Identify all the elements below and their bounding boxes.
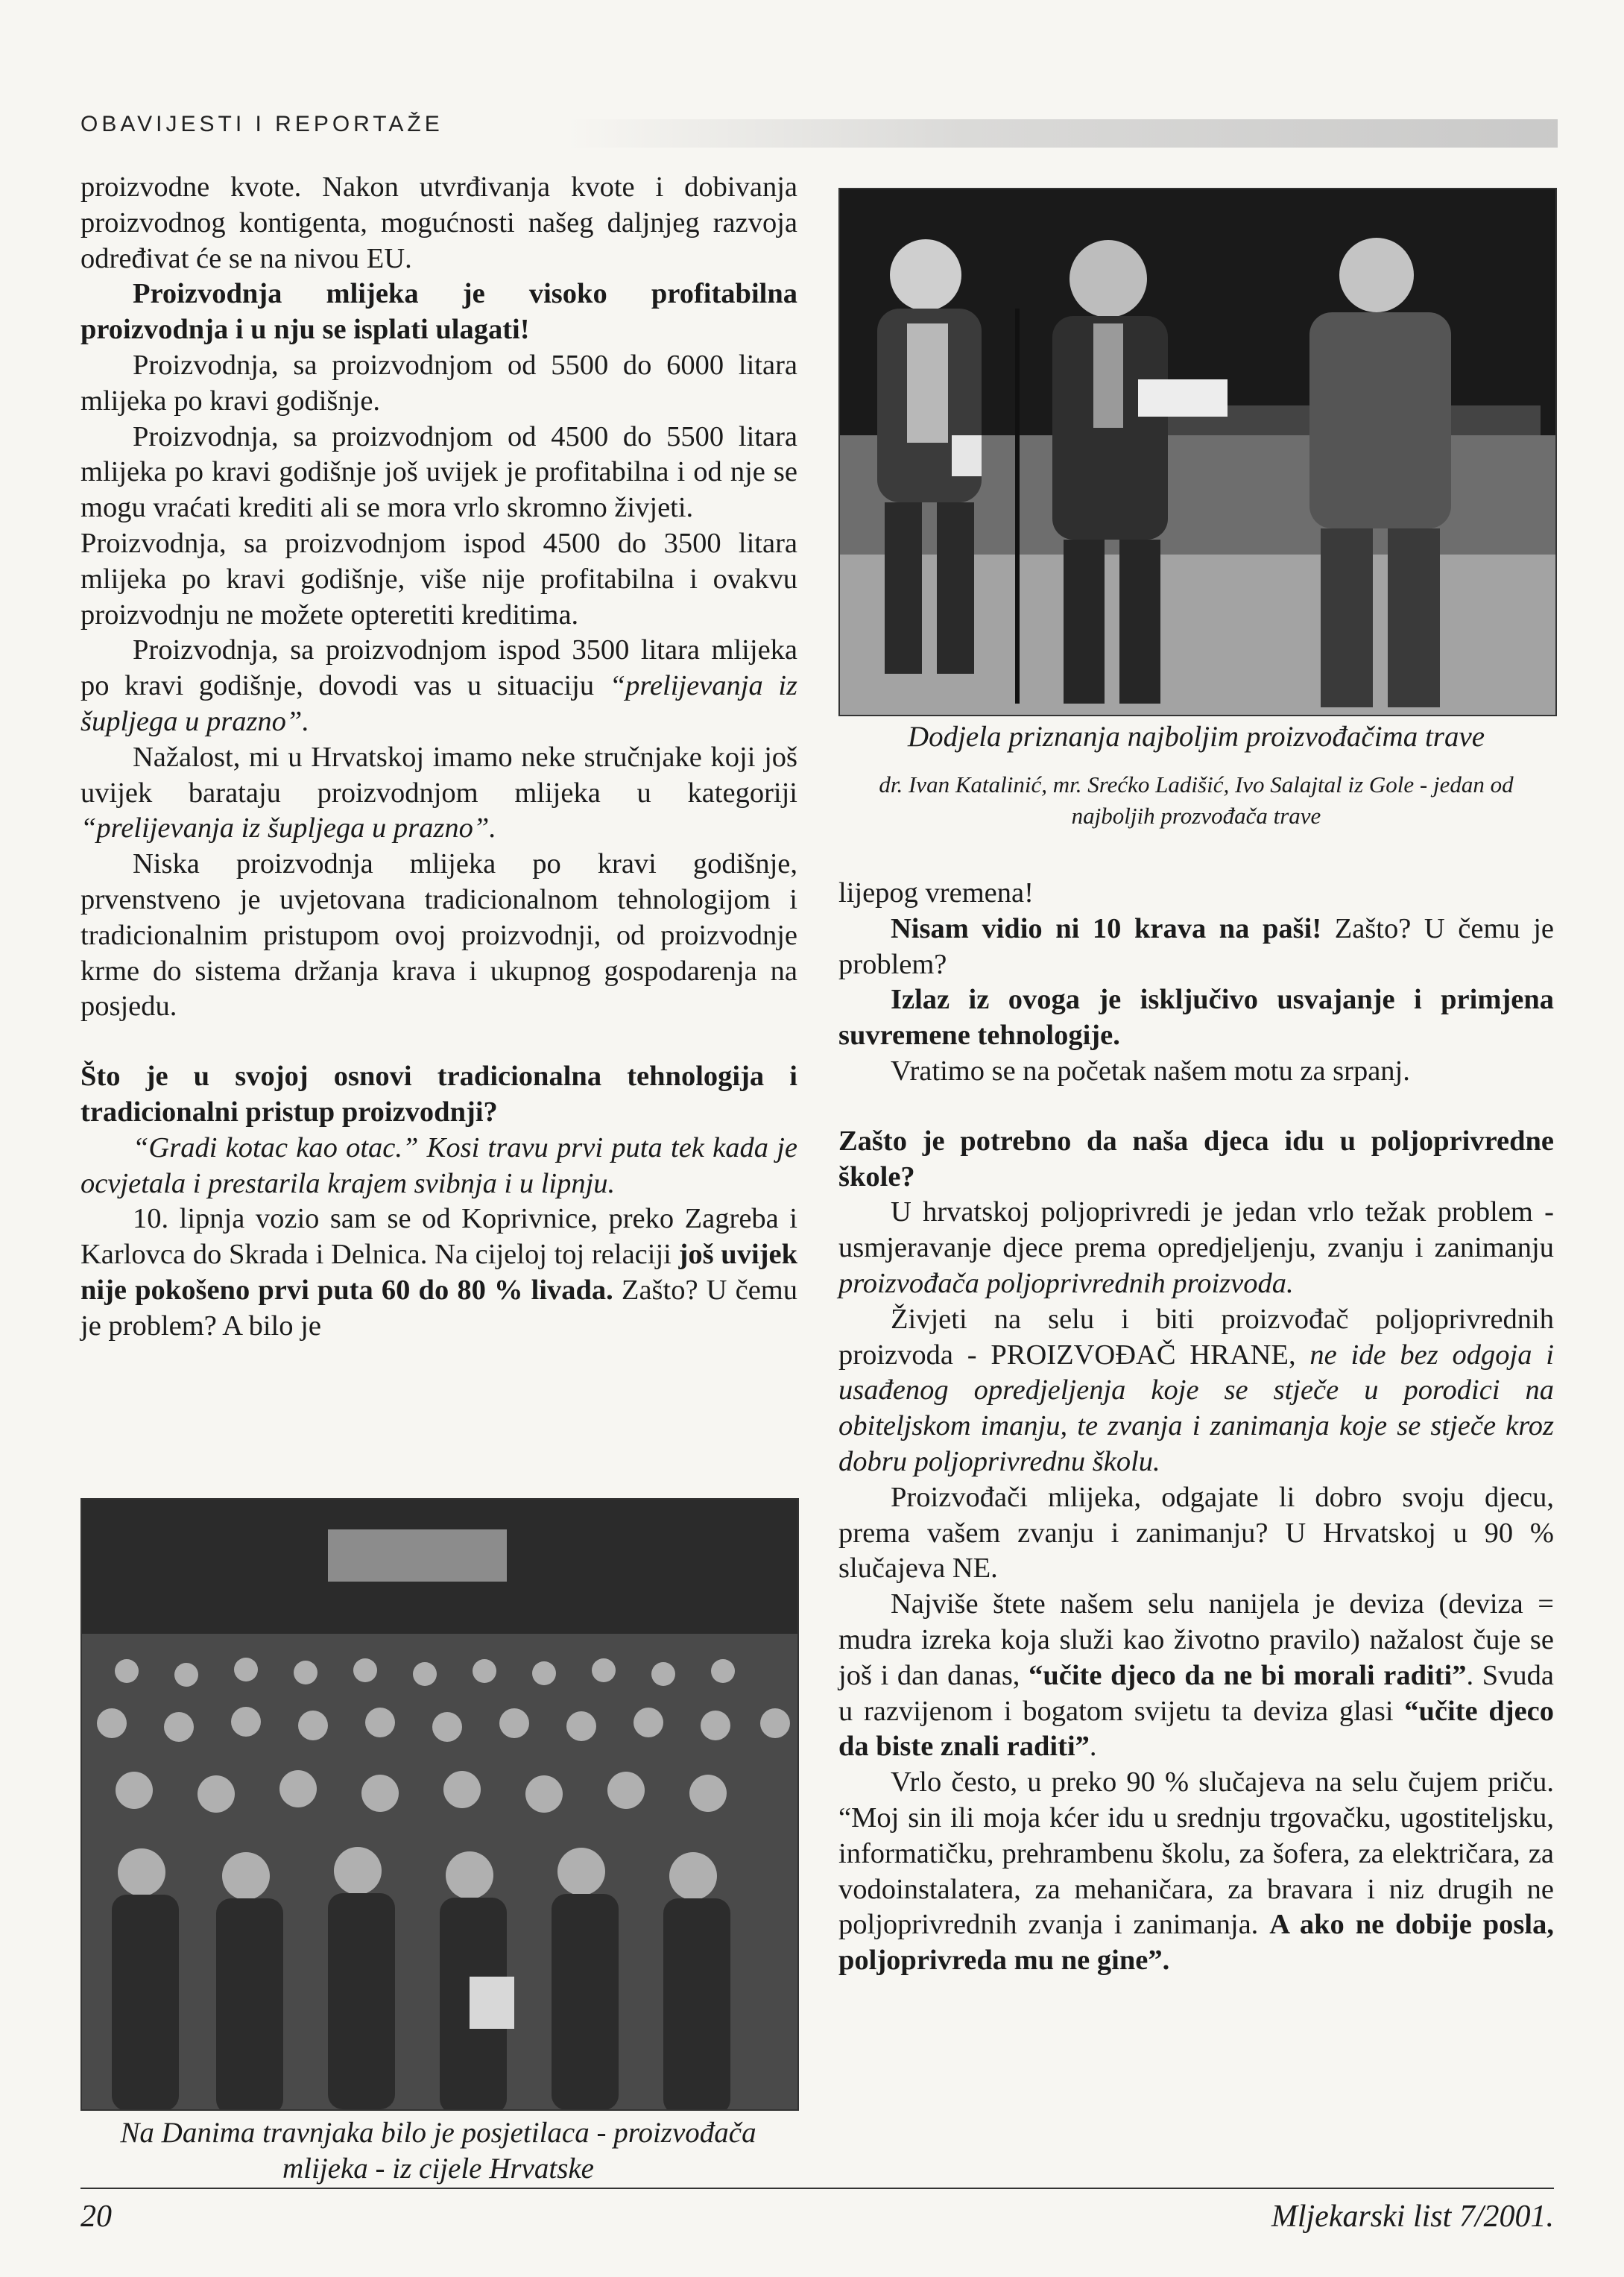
text: Proizvodnja, sa proizvodnjom ispod 3500 litara mlijeka po kravi godišnje, dovodi vas u situaciju bbox=[80, 634, 797, 702]
paragraph bbox=[80, 1201, 797, 1344]
bold-text: Što je u svojoj osnovi tradicionalna tehnologija i tradicionalni pristup proizvodnji? bbox=[80, 1061, 797, 1128]
paragraph: proizvodne kvote. Nakon utvrđivanja kvote i dobivanja proizvodnog kontigenta, mogućnosti našeg daljnjeg razvoja određivat će se na nivou EU. bbox=[80, 171, 797, 274]
text: Najviše štete našem selu nanijela je deviza (deviza = mudra izreka koja služi kao životno pravilo) nažalost čuje se još i dan danas, bbox=[838, 1588, 1554, 1691]
paragraph: Niska proizvodnja mlijeka po kravi godišnje, prvenstveno je uvjetovana tradicionalnom tehnologijom i tradicionalnim pristupom ovoj proizvodnji, od proizvodnje krme do sistema držanja krava i ukupnog gospodarenja na posjedu. bbox=[80, 848, 797, 1023]
text: Nažalost, mi u Hrvatskoj imamo neke stručnjake koji još uvijek barataju proizvodnjom mlijeka u kategoriji bbox=[80, 741, 797, 809]
paragraph bbox=[838, 1195, 1554, 1301]
paragraph: Proizvodnja, sa proizvodnjom od 5500 do 6000 litara mlijeka po kravi godišnje. bbox=[80, 349, 797, 417]
journal-name: Mljekarski list 7/2001. bbox=[1271, 2199, 1554, 2234]
award-ceremony-photo bbox=[838, 188, 1557, 716]
bold-text: Zašto je potrebno da naša djeca idu u poljoprivredne škole? bbox=[838, 1125, 1554, 1193]
text: Zašto? U čemu je problem? A bilo je bbox=[80, 1274, 797, 1342]
italic-text: “Gradi kotac kao otac.” Kosi travu prvi puta tek kada je ocvjetala i prestarila krajem svibnja i u lipnju. bbox=[80, 1131, 797, 1199]
paragraph: Proizvodnja, sa proizvodnjom ispod 4500 do 3500 litara mlijeka po kravi godišnje, više nije profitabilna i ovakvu proizvodnju ne možete opteretiti kreditima. bbox=[80, 527, 797, 631]
paragraph bbox=[838, 1765, 1554, 1979]
paragraph: Vratimo se na početak našem motu za srpanj. bbox=[891, 1055, 1410, 1087]
italic-text: ne ide bez odgoja i usađenog opredjeljenja koje se stječe u porodici na obiteljskom imanju, te zvanja i zanimanja koje se stječe kroz dobru poljoprivrednu školu. bbox=[838, 1339, 1554, 1477]
paragraph bbox=[80, 740, 797, 847]
audience-photo bbox=[80, 1498, 799, 2111]
subheading bbox=[838, 1124, 1554, 1196]
photo-caption: Na Danima travnjaka bilo je posjetilaca - proizvođača mlijeka - iz cijele Hrvatske bbox=[120, 2117, 756, 2185]
paragraph bbox=[838, 1587, 1554, 1765]
text: Zašto? U čemu je problem? bbox=[838, 912, 1554, 980]
paragraph bbox=[80, 1131, 797, 1202]
text: U hrvatskoj poljoprivredi je jedan vrlo težak problem - usmjeravanje djece prema opredjeljenju, zvanju i zanimanju bbox=[838, 1196, 1554, 1264]
page-number: 20 bbox=[80, 2199, 112, 2234]
bold-text: Proizvodnja mlijeka je visoko profitabilna proizvodnja i u nju se isplati ulagati! bbox=[80, 278, 797, 346]
bold-text: “učite djeco da ne bi morali raditi” bbox=[1029, 1659, 1467, 1691]
bold-text: Izlaz iz ovoga je isključivo usvajanje i primjena suvremene tehnologije. bbox=[838, 984, 1554, 1052]
award-ceremony-illustration bbox=[840, 189, 1555, 715]
photo-caption: Dodjela priznanja najboljim proizvođačima trave bbox=[907, 721, 1485, 753]
bold-text: još uvijek nije pokošeno prvi puta 60 do 80 % livada. bbox=[80, 1239, 797, 1306]
paragraph: Proizvođači mlijeka, odgajate li dobro svoju djecu, prema vašem zvanju i zanimanju? U Hrvatskoj u 90 % slučajeva NE. bbox=[838, 1481, 1554, 1585]
paragraph bbox=[80, 277, 797, 348]
header-bar bbox=[566, 119, 1558, 148]
photo-subcaption: dr. Ivan Katalinić, mr. Srećko Ladišić, Ivo Salajtal iz Gole - jedan od najboljih prozvođača trave bbox=[879, 771, 1514, 829]
paragraph: lijepog vremena! bbox=[838, 877, 1034, 909]
subheading bbox=[80, 1059, 797, 1131]
text: . bbox=[1089, 1731, 1097, 1763]
paragraph bbox=[838, 982, 1554, 1054]
paragraph bbox=[80, 633, 797, 739]
italic-text: “prelijevanja iz šupljega u prazno”. bbox=[80, 670, 797, 737]
bold-text: “učite djeco da biste znali raditi” bbox=[838, 1695, 1555, 1763]
italic-text: “prelijevanja iz šupljega u prazno”. bbox=[80, 812, 496, 844]
italic-text: proizvođača poljoprivrednih proizvoda. bbox=[838, 1267, 1294, 1299]
paragraph bbox=[838, 1302, 1554, 1480]
bold-text: A ako ne dobije posla, poljoprivreda mu ne gine”. bbox=[838, 1909, 1554, 1977]
text: 10. lipnja vozio sam se od Koprivnice, preko Zagreba i Karlovca do Skrada i Delnica. Na cijeloj toj relaciji bbox=[80, 1203, 797, 1271]
footer-rule bbox=[80, 2188, 1554, 2189]
audience-illustration bbox=[82, 1500, 797, 2109]
right-column bbox=[838, 876, 1554, 1979]
text: . Svuda u razvijenom i bogatom svijetu ta deviza glasi bbox=[838, 1659, 1555, 1727]
bold-text: Nisam vidio ni 10 krava na paši! bbox=[891, 912, 1322, 944]
text: Vrlo često, u preko 90 % slučajeva na selu čujem priču. “Moj sin ili moja kćer idu u srednju trgovačku, ugostiteljsku, informatičku, prehrambenu školu, za šofera, za električara, za vodoinstalatera, za mehaničara, za bravara i niz drugih ne poljoprivrednih zvanja i zanimanja. bbox=[838, 1766, 1554, 1941]
section-heading: OBAVIJESTI I REPORTAŽE bbox=[80, 112, 443, 136]
text: Živjeti na selu i biti proizvođač poljoprivrednih proizvoda - PROIZVOĐAČ HRANE, bbox=[838, 1303, 1554, 1371]
left-column bbox=[80, 170, 797, 1345]
paragraph bbox=[838, 912, 1554, 983]
paragraph: Proizvodnja, sa proizvodnjom od 4500 do 5500 litara mlijeka po kravi godišnje još uvijek je profitabilna i od nje se mogu vraćati krediti ali se mora vrlo skromno živjeti. bbox=[80, 420, 797, 524]
